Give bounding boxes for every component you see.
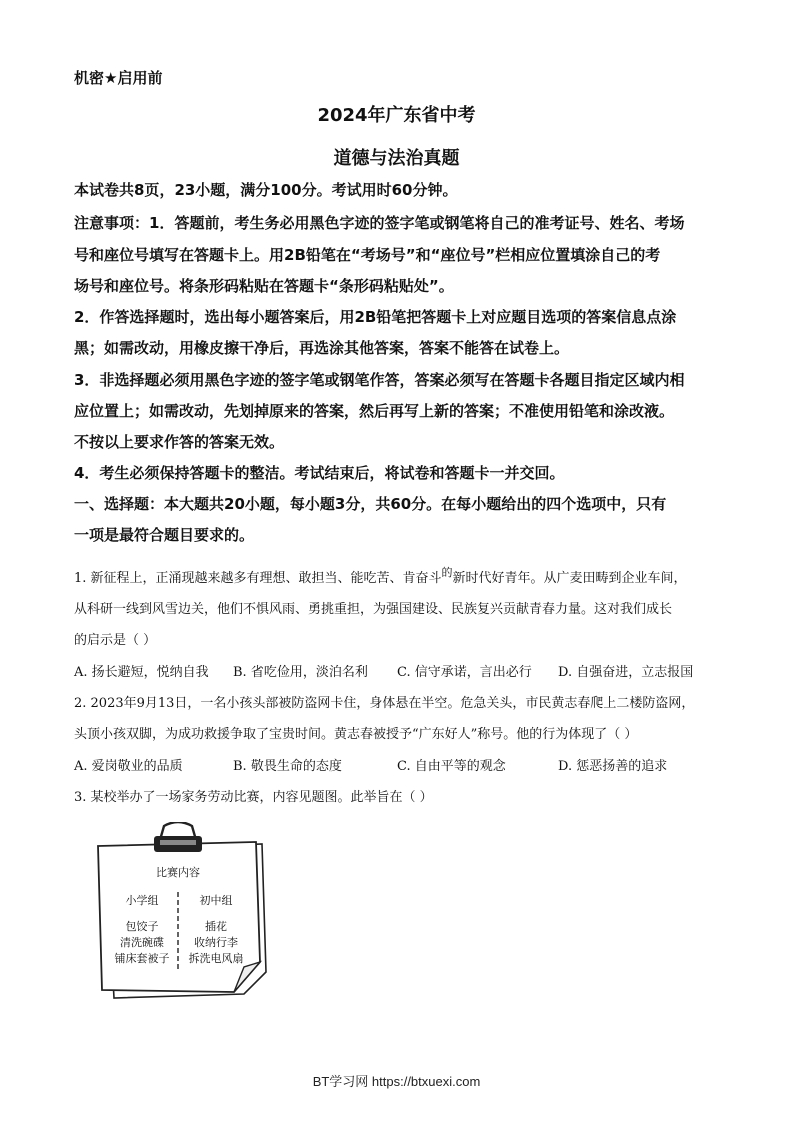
question-1-text: 1. 新征程上，正涌现越来越多有理想、敢担当、能吃苦、肯奋斗	[74, 571, 442, 586]
junior-group-header: 初中组	[199, 894, 233, 907]
question-2-line: 2. 2023年9月13日，一名小孩头部被防盗网卡住，身体悬在半空。危急关头，市民黄志春爬上二楼防盗网，	[74, 696, 695, 711]
primary-item: 铺床套被子	[114, 952, 170, 965]
question-1-option-c: C. 信守承诺，言出必行	[397, 665, 532, 680]
footer-watermark: BT学习网 https://btxuexi.com	[312, 1074, 481, 1089]
instruction-line: 注意事项：1．答题前，考生务必用黑色字迹的签字笔或钢笔将自己的准考证号、姓名、考场	[74, 214, 685, 232]
question-1-superscript: 的	[441, 566, 453, 579]
question-2-option-a: A. 爱岗敬业的品质	[74, 759, 183, 774]
question-1-line	[74, 567, 687, 586]
figure-title: 比赛内容	[156, 866, 200, 879]
instruction-line: 号和座位号填写在答题卡上。用2B铅笔在“考场号”和“座位号”栏相应位置填涂自己的考	[74, 246, 661, 264]
instruction-line: 应位置上；如需改动，先划掉原来的答案，然后再写上新的答案；不准使用铅笔和涂改液。	[74, 402, 675, 420]
junior-item: 收纳行李	[194, 936, 238, 949]
question-2-option-b: B. 敬畏生命的态度	[233, 759, 342, 774]
binder-clip-icon	[154, 822, 202, 852]
question-1-line: 从科研一线到风雪边关，他们不惧风雨、勇挑重担，为强国建设、民族复兴贡献青春力量。这对我们成长	[74, 602, 673, 617]
primary-item: 包饺子	[125, 920, 159, 933]
instruction-line: 本试卷共8页，23小题，满分100分。考试用时60分钟。	[74, 181, 458, 199]
instruction-line: 2．作答选择题时，选出每小题答案后，用2B铅笔把答题卡上对应题目选项的答案信息点涂	[74, 308, 677, 326]
question-1-option-a: A. 扬长避短，悦纳自我	[74, 665, 209, 680]
competition-content-figure	[84, 822, 284, 1007]
question-2-line: 头顶小孩双脚，为成功救援争取了宝贵时间。黄志春被授予“广东好人”称号。他的行为体现了（ ）	[74, 727, 638, 742]
front-sheet	[98, 842, 260, 992]
question-2-option-d: D. 惩恶扬善的追求	[558, 759, 668, 774]
question-1-option-b: B. 省吃俭用，淡泊名利	[233, 665, 368, 680]
instruction-line: 3．非选择题必须用黑色字迹的签字笔或钢笔作答，答案必须写在答题卡各题目指定区域内相	[74, 371, 685, 389]
question-1-option-d: D. 自强奋进，立志报国	[558, 665, 694, 680]
instruction-line: 场号和座位号。将条形码粘贴在答题卡“条形码粘贴处”。	[74, 277, 454, 295]
section-heading: 一、选择题：本大题共20小题，每小题3分，共60分。在每小题给出的四个选项中，只有	[74, 495, 667, 513]
instruction-line: 4．考生必须保持答题卡的整洁。考试结束后，将试卷和答题卡一并交回。	[74, 464, 565, 482]
instruction-line: 不按以上要求作答的答案无效。	[74, 433, 285, 451]
question-2-option-c: C. 自由平等的观念	[397, 759, 506, 774]
exam-subtitle: 道德与法治真题	[333, 148, 460, 169]
exam-title: 2024年广东省中考	[317, 105, 476, 126]
primary-item: 清洗碗碟	[120, 936, 164, 949]
question-1-text: 新时代好青年。从广麦田畴到企业车间，	[452, 571, 687, 586]
junior-item: 插花	[205, 920, 227, 933]
question-3-line: 3. 某校举办了一场家务劳动比赛，内容见题图。此举旨在（ ）	[74, 790, 433, 805]
instruction-line: 黑；如需改动，用橡皮擦干净后，再选涂其他答案，答案不能答在试卷上。	[74, 339, 570, 357]
section-heading: 一项是最符合题目要求的。	[74, 526, 255, 544]
primary-group-header: 小学组	[125, 894, 159, 907]
confidential-label: 机密★启用前	[74, 69, 163, 87]
junior-item: 拆洗电风扇	[188, 952, 244, 965]
question-1-line: 的启示是（ ）	[74, 633, 157, 648]
